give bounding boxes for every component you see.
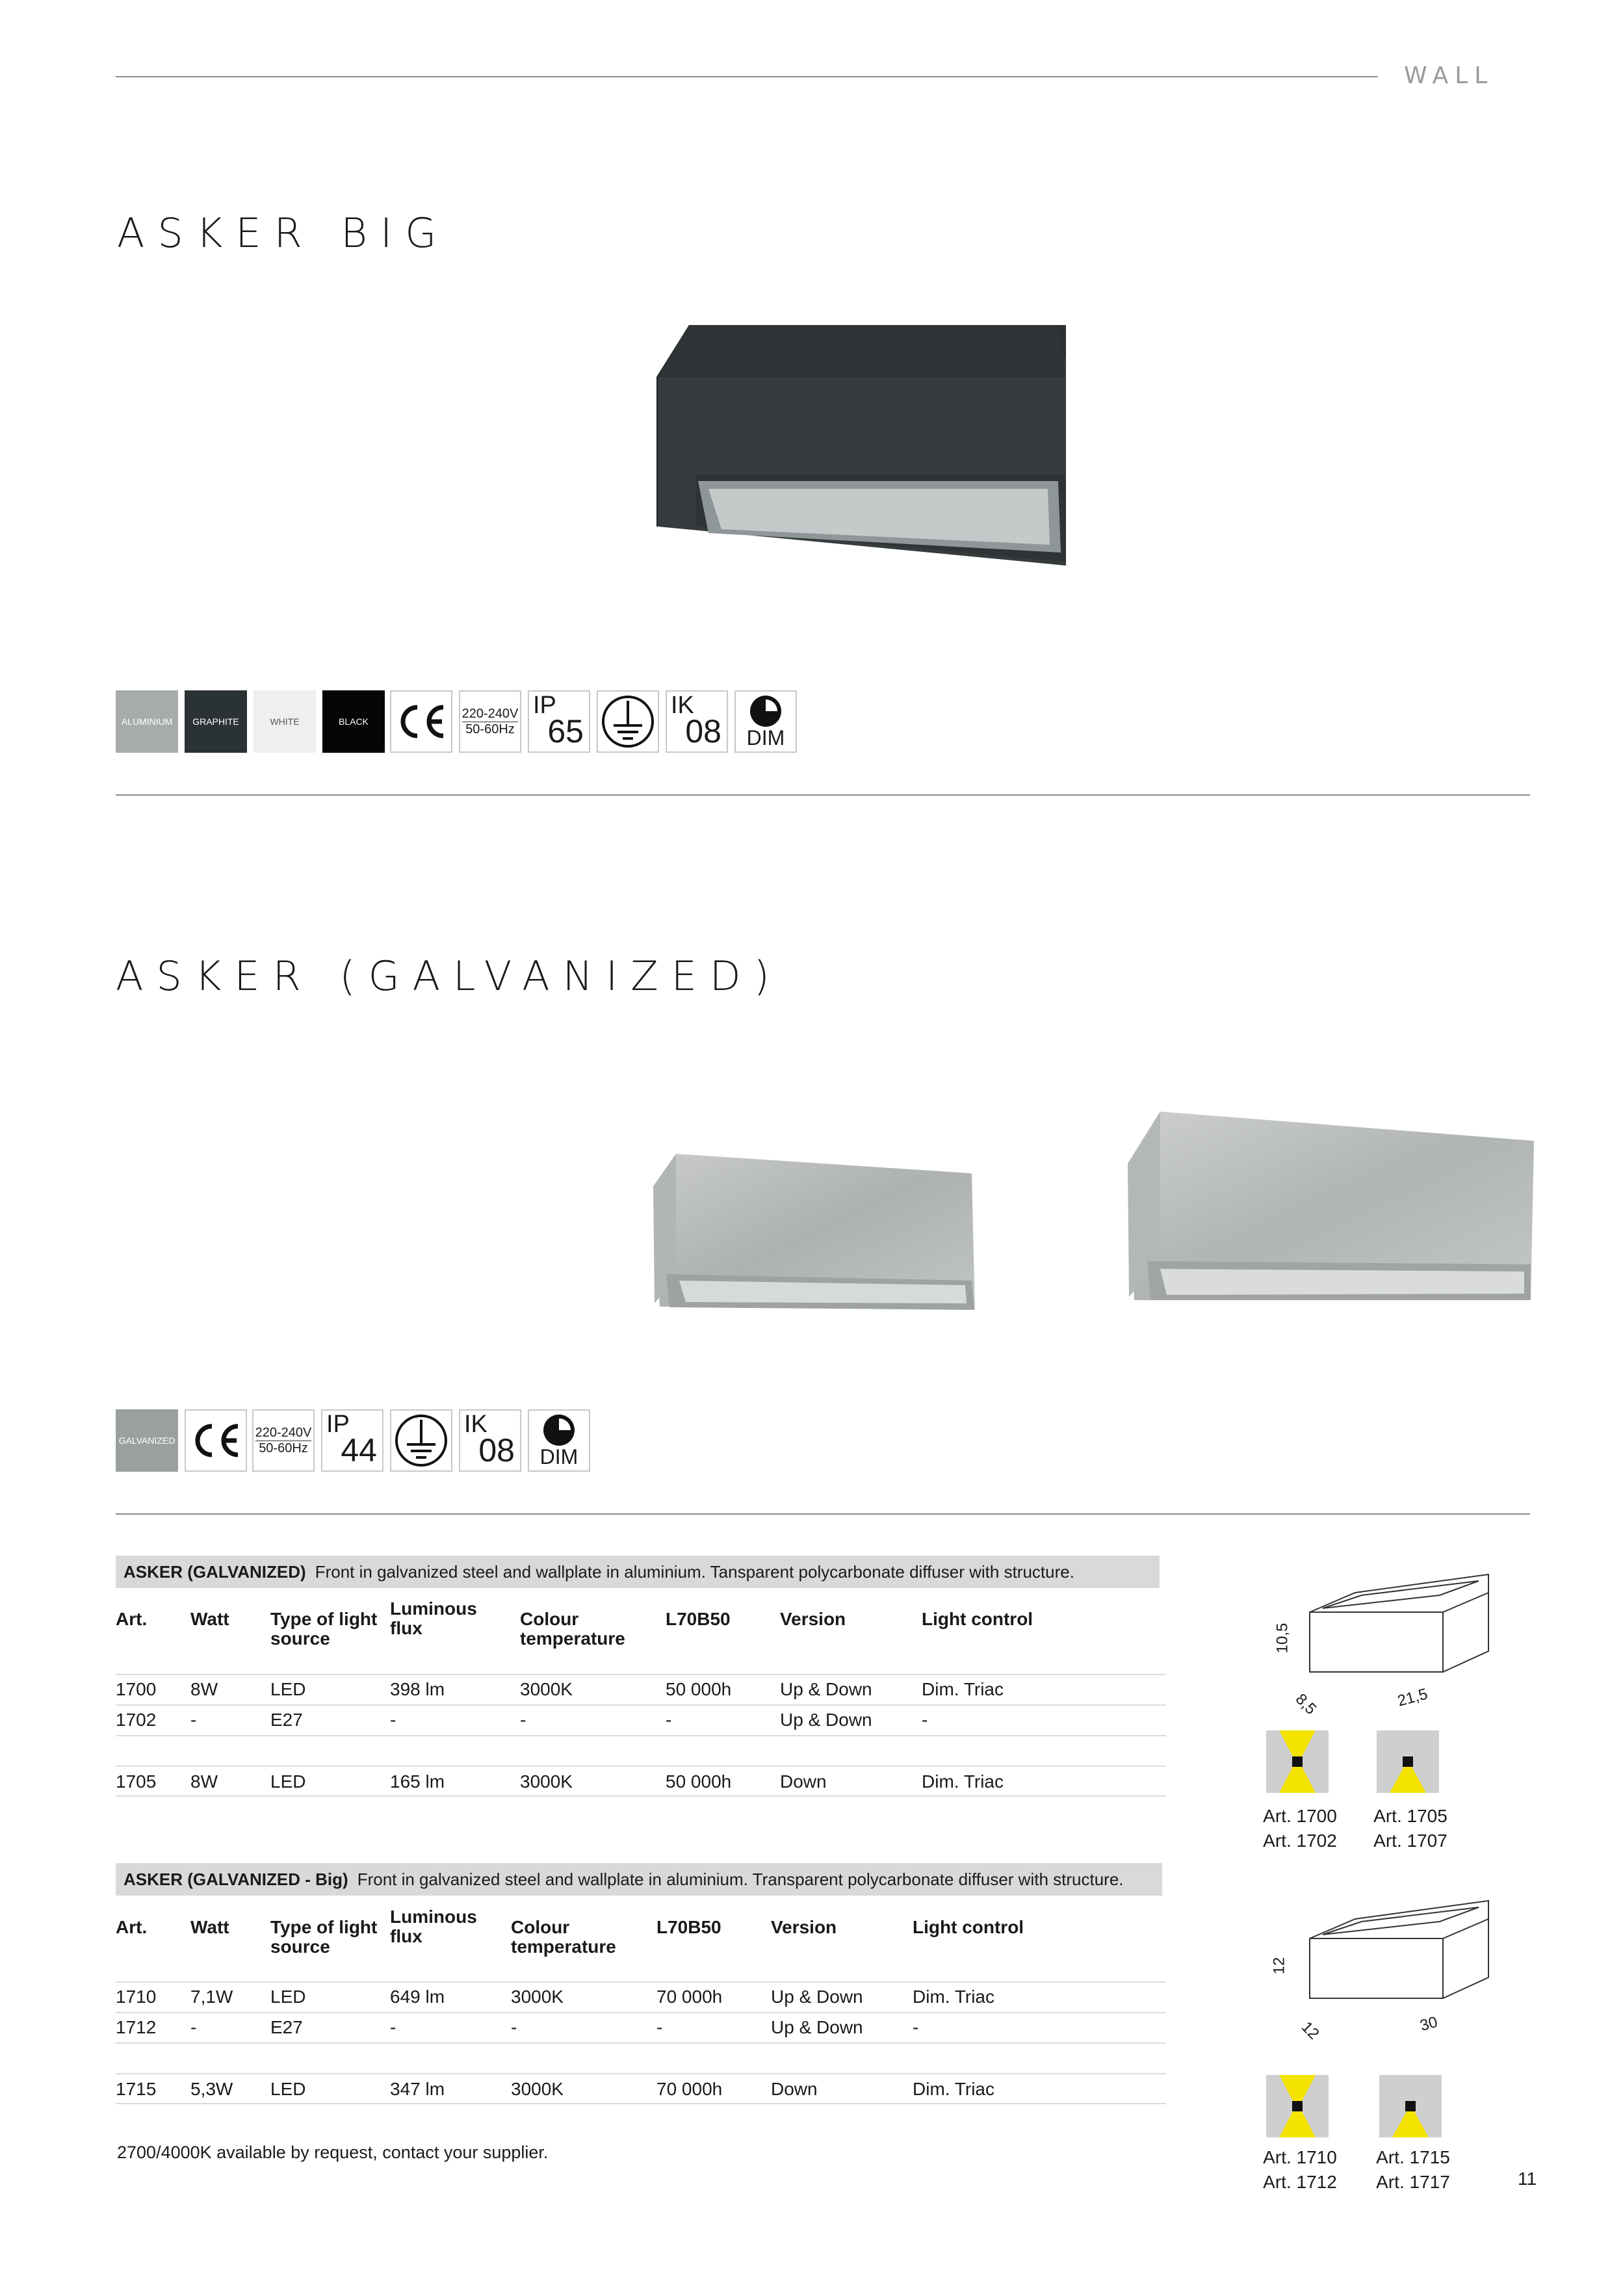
table1-cell: LED <box>270 1771 306 1792</box>
table1-cell: 3000K <box>520 1679 573 1699</box>
table2-cell: Down <box>771 2079 818 2099</box>
ip-label: IP <box>533 692 556 719</box>
table1-row-divider <box>116 1704 1166 1706</box>
swatch-black: BLACK <box>322 690 385 753</box>
table1-cell: - <box>190 1710 197 1730</box>
voltage-badge <box>252 1409 315 1472</box>
header-rule <box>116 76 1378 77</box>
earth-ground-icon <box>390 1409 452 1472</box>
table1-header-version: Version <box>780 1609 846 1629</box>
table1-cell: - <box>922 1710 928 1730</box>
table1-cell: Up & Down <box>780 1679 872 1699</box>
table1-cell: 3000K <box>520 1771 573 1792</box>
table2-cell: LED <box>270 2079 306 2099</box>
table1-cell: 398 lm <box>390 1679 445 1699</box>
product-image-galvanized-small <box>647 1147 985 1316</box>
beam-diagram-down-icon <box>1379 2075 1442 2137</box>
table1-header-l70b50: L70B50 <box>666 1609 731 1629</box>
table1-row-divider <box>116 1795 1166 1797</box>
table2-cell: Up & Down <box>771 2017 863 2037</box>
product-title-asker-galvanized: ASKER (GALVANIZED) <box>116 952 783 1000</box>
ip-label: IP <box>326 1411 350 1438</box>
dimmable-icon <box>734 690 797 753</box>
table1-cell: Dim. Triac <box>922 1679 1004 1699</box>
table2-cell: 649 lm <box>390 1987 445 2007</box>
table1-cell: Up & Down <box>780 1710 872 1730</box>
table2-description-band <box>116 1863 1162 1896</box>
dimension-depth-1: 8,5 <box>1292 1690 1320 1718</box>
voltage-label: 220-240V <box>255 1425 312 1440</box>
ik-value: 08 <box>685 713 721 750</box>
ip-value: 44 <box>341 1432 377 1468</box>
caption-art-1700: Art. 1700 Art. 1702 <box>1263 1806 1337 1851</box>
table1-cell: 50 000h <box>666 1771 732 1792</box>
table1-header-colour-temp: Colour temperature <box>520 1609 625 1649</box>
table1-description-band <box>116 1556 1160 1588</box>
table1-cell: Dim. Triac <box>922 1771 1004 1792</box>
table1-cell: - <box>390 1710 396 1730</box>
table2-header-light-control: Light control <box>913 1917 1024 1937</box>
table2-cell: 5,3W <box>190 2079 233 2099</box>
table1-cell: 1702 <box>116 1710 157 1730</box>
table2-cell: 1710 <box>116 1987 157 2007</box>
dimension-width-2: 30 <box>1418 2013 1440 2035</box>
ik-label: IK <box>671 692 694 719</box>
ik-value: 08 <box>478 1432 515 1468</box>
table2-cell: Dim. Triac <box>913 2079 994 2099</box>
ik-rating-badge <box>666 690 728 753</box>
ik-label: IK <box>464 1411 487 1438</box>
table2-cell: 70 000h <box>656 2079 723 2099</box>
frequency-label: 50-60Hz <box>465 722 515 737</box>
table1-header-watt: Watt <box>190 1609 229 1629</box>
table2-cell: - <box>913 2017 919 2037</box>
table1-cell: LED <box>270 1679 306 1699</box>
swatch-graphite: GRAPHITE <box>185 690 247 753</box>
table2-cell: Dim. Triac <box>913 1987 994 2007</box>
table2-band-text: Front in galvanized steel and wallplate in aluminium. Transparent polycarbonate diffuser with structure. <box>357 1869 1124 1889</box>
table2-header-version: Version <box>771 1917 837 1937</box>
voltage-badge <box>459 690 521 753</box>
table1-row-divider <box>116 1766 1166 1767</box>
table1-row-divider <box>116 1735 1166 1736</box>
table1-cell: E27 <box>270 1710 303 1730</box>
dimension-drawing-2 <box>1303 1893 1498 2029</box>
table1-cell: - <box>666 1710 672 1730</box>
table2-band-title: ASKER (GALVANIZED - Big) <box>123 1869 348 1889</box>
table1-cell: 165 lm <box>390 1771 445 1792</box>
table1-band-title: ASKER (GALVANIZED) <box>123 1561 306 1582</box>
beam-diagram-down-icon <box>1377 1730 1439 1793</box>
table1-row-divider <box>116 1674 1166 1675</box>
table2-cell: E27 <box>270 2017 303 2037</box>
dimension-width-1: 21,5 <box>1396 1685 1430 1710</box>
dimension-depth-2: 12 <box>1297 2018 1323 2043</box>
table2-cell: 70 000h <box>656 1987 723 2007</box>
table2-cell: 1712 <box>116 2017 157 2037</box>
table2-cell: LED <box>270 1987 306 2007</box>
page-number: 11 <box>1518 2169 1537 2189</box>
table1-header-art: Art. <box>116 1609 148 1629</box>
table2-cell: - <box>656 2017 663 2037</box>
footnote: 2700/4000K available by request, contact your supplier. <box>117 2143 549 2162</box>
table2-header-art: Art. <box>116 1917 148 1937</box>
ip-rating-badge <box>528 690 590 753</box>
swatch-aluminium: ALUMINIUM <box>116 690 178 753</box>
table2-row-divider <box>116 2012 1166 2013</box>
product-image-asker-big <box>650 319 1066 579</box>
dimension-height-2: 12 <box>1270 1957 1288 1975</box>
table2-cell: 7,1W <box>190 1987 233 2007</box>
frequency-label: 50-60Hz <box>259 1441 308 1455</box>
dim-label: DIM <box>746 726 785 750</box>
table2-row-divider <box>116 2073 1166 2074</box>
section-label: WALL <box>1404 62 1494 89</box>
table2-row-divider <box>116 1981 1166 1983</box>
table1-header-luminous-flux: Luminous flux <box>390 1598 477 1638</box>
beam-diagram-up-down-icon <box>1266 2075 1329 2137</box>
table2-header-colour-temp: Colour temperature <box>511 1917 616 1957</box>
table2-header-l70b50: L70B50 <box>656 1917 721 1937</box>
caption-art-1710: Art. 1710 Art. 1712 <box>1263 2147 1337 2192</box>
dim-label: DIM <box>539 1445 578 1468</box>
ce-mark-icon <box>185 1409 247 1472</box>
table1-cell: 1700 <box>116 1679 157 1699</box>
table2-cell: 347 lm <box>390 2079 445 2099</box>
swatch-white: WHITE <box>253 690 316 753</box>
table2-cell: 3000K <box>511 2079 564 2099</box>
table2-header-luminous-flux: Luminous flux <box>390 1907 477 1946</box>
table2-cell: - <box>511 2017 517 2037</box>
ce-mark-icon <box>390 690 452 753</box>
table2-row-divider <box>116 2042 1166 2044</box>
table1-header-light-source: Type of light source <box>270 1609 378 1649</box>
caption-art-1715: Art. 1715 Art. 1717 <box>1376 2147 1450 2192</box>
dimmable-icon <box>528 1409 590 1472</box>
table1-header-light-control: Light control <box>922 1609 1033 1629</box>
table2-cell: 3000K <box>511 1987 564 2007</box>
table2-row-divider <box>116 2103 1166 2104</box>
ip-value: 65 <box>547 713 584 750</box>
table2-cell: 1715 <box>116 2079 157 2099</box>
table2-cell: - <box>390 2017 396 2037</box>
product-image-galvanized-big <box>1121 1105 1537 1307</box>
table1-cell: 1705 <box>116 1771 157 1792</box>
beam-diagram-up-down-icon <box>1266 1730 1329 1793</box>
caption-art-1705: Art. 1705 Art. 1707 <box>1373 1806 1448 1851</box>
earth-ground-icon <box>597 690 659 753</box>
dimension-drawing-1 <box>1303 1567 1498 1703</box>
ik-rating-badge <box>459 1409 521 1472</box>
swatch-galvanized: GALVANIZED <box>116 1409 178 1472</box>
divider-2 <box>116 1513 1530 1515</box>
table1-cell: - <box>520 1710 526 1730</box>
table2-cell: - <box>190 2017 197 2037</box>
table2-header-watt: Watt <box>190 1917 229 1937</box>
divider-1 <box>116 794 1530 796</box>
voltage-label: 220-240V <box>461 706 519 721</box>
ip-rating-badge <box>321 1409 383 1472</box>
product-title-asker-big: ASKER BIG <box>117 209 450 257</box>
dimension-height-1: 10,5 <box>1273 1623 1292 1654</box>
table2-header-light-source: Type of light source <box>270 1917 378 1957</box>
table1-cell: 8W <box>190 1771 218 1792</box>
table1-cell: 50 000h <box>666 1679 732 1699</box>
table1-band-text: Front in galvanized steel and wallplate in aluminium. Tansparent polycarbonate diffuser with structure. <box>315 1561 1074 1582</box>
table1-cell: 8W <box>190 1679 218 1699</box>
table2-cell: Up & Down <box>771 1987 863 2007</box>
table1-cell: Down <box>780 1771 827 1792</box>
